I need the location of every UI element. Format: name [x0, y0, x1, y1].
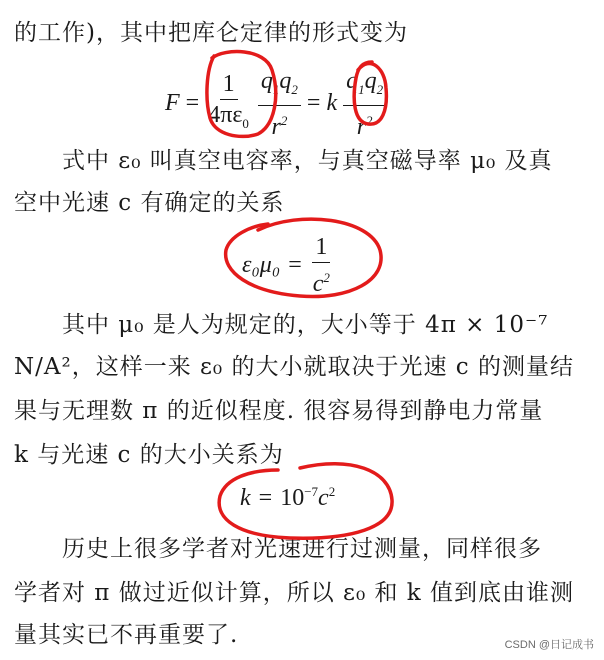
- fraction-q1q2-over-r2: [258, 68, 301, 140]
- den-text: 4πε: [208, 102, 243, 128]
- fraction-1-over-c2: [310, 234, 333, 297]
- fraction-q1q2-over-r2: [343, 68, 386, 140]
- fraction-denominator: [269, 106, 291, 140]
- q-symbol: q: [364, 68, 377, 94]
- subscript: 1: [358, 81, 365, 97]
- equation-eps0-mu0: [242, 234, 333, 297]
- paragraph-text: 式中 ε₀ 叫真空电容率，与真空磁导率 μ₀ 及真: [62, 148, 553, 174]
- text-line: [0, 352, 604, 382]
- eq-equals: =: [306, 90, 321, 117]
- fraction-numerator: 1: [220, 71, 238, 100]
- paragraph-text: k 与光速 c 的大小关系为: [14, 442, 284, 468]
- eq-equals: =: [258, 484, 273, 511]
- c-symbol: c: [312, 271, 324, 297]
- paragraph-text: 其中 μ₀ 是人为规定的，大小等于 4π × 10⁻⁷: [62, 312, 549, 338]
- fraction-numerator: [258, 68, 301, 106]
- subscript: 1: [272, 81, 280, 97]
- text-line: [0, 396, 604, 426]
- superscript: 2: [323, 270, 330, 285]
- eq-equals: =: [185, 90, 200, 117]
- paragraph-text: 的工作)，其中把库仑定律的形式变为: [14, 20, 408, 46]
- text-line: [0, 18, 604, 48]
- fraction-numerator: 1: [312, 234, 330, 263]
- eq-equals: =: [288, 252, 302, 278]
- eq-symbol-k: k: [326, 90, 338, 117]
- fraction-1-over-4pi-eps0: [205, 71, 252, 137]
- paragraph-text: 空中光速 c 有确定的关系: [14, 190, 285, 216]
- q-symbol: q: [279, 68, 292, 94]
- base-ten: 10: [280, 485, 305, 511]
- paragraph-text: N/A²，这样一来 ε₀ 的大小就取决于光速 c 的测量结: [14, 354, 574, 380]
- text-line: [0, 188, 604, 218]
- text-line: [0, 310, 604, 340]
- r-symbol: r: [356, 113, 367, 140]
- superscript: 2: [280, 112, 288, 128]
- paragraph-text: 历史上很多学者对光速进行过测量，同样很多: [62, 536, 542, 562]
- watermark: CSDN @日记成书: [504, 639, 594, 651]
- text-line: [0, 534, 604, 564]
- equation-coulomb: [165, 68, 386, 140]
- exponent: −7: [304, 484, 319, 499]
- eq-symbol-F: F: [165, 90, 180, 117]
- eq-symbol-k: k: [240, 484, 251, 511]
- paragraph-text: 果与无理数 π 的近似程度. 很容易得到静电力常量: [14, 398, 544, 424]
- text-line: [0, 440, 604, 470]
- paragraph-text: 学者对 π 做过近似计算，所以 ε₀ 和 k 值到底由谁测: [14, 580, 575, 606]
- c-symbol: c: [318, 485, 329, 511]
- subscript: 2: [291, 81, 298, 97]
- paragraph-text: 量其实已不再重要了.: [14, 622, 239, 648]
- fraction-denominator: [354, 106, 376, 140]
- superscript: 2: [366, 112, 373, 128]
- text-line: [0, 578, 604, 608]
- eq-rhs: [280, 484, 335, 512]
- subscript: 2: [376, 81, 384, 97]
- fraction-denominator: [310, 263, 333, 297]
- superscript: 2: [328, 484, 336, 499]
- q-symbol: q: [260, 68, 273, 94]
- fraction-numerator: [343, 68, 386, 106]
- equation-k-c: [240, 484, 335, 512]
- fraction-denominator: [205, 100, 252, 137]
- q-symbol: q: [346, 68, 359, 94]
- r-symbol: r: [271, 113, 281, 140]
- eq-lhs: ε₀μ₀: [242, 252, 281, 278]
- den-subscript: 0: [242, 115, 249, 131]
- text-line: [0, 146, 604, 176]
